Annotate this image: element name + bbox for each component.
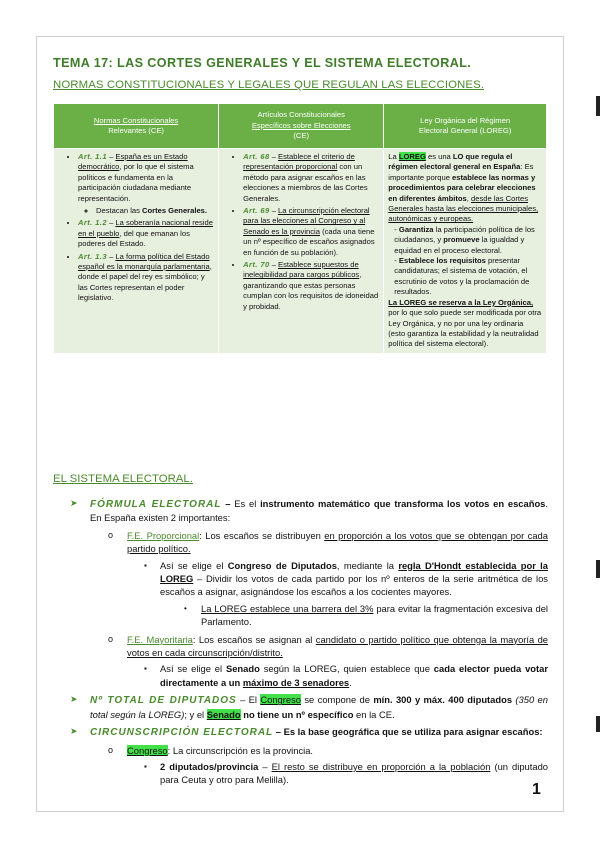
- table-header-loreg: Ley Orgánica del Régimen Electoral General (LOREG): [384, 104, 547, 149]
- list-item: o Congreso: La circunscripción es la provincia.: [108, 744, 314, 756]
- loreg-paragraph: La LOREG es una LO que regula el régimen electoral general en España: Es importante porque establece las normas y procedimientos para celebrar elecciones en diferentes ámbitos, desde las Cortes Generales hasta las elecciones municipales, autonómicas y europeas.: [388, 152, 539, 224]
- arrow-bullet-icon: ➤: [70, 694, 78, 705]
- circle-bullet-icon: o: [108, 744, 114, 755]
- circle-bullet-icon: o: [108, 529, 114, 540]
- table-header-articles: Artículos Constitucionales Específicos sobre Elecciones (CE): [219, 104, 384, 149]
- page-number: 1: [532, 781, 541, 798]
- list-item: o F.E. Mayoritaria: Los escaños se asignan al candidato o partido político que obtenga la mayoría de votos en cada circunscripción/distrito.: [108, 633, 549, 659]
- electoral-system-body: [70, 493, 548, 787]
- list-item: • Art. 1.2 – La soberanía nacional reside en el pueblo, del que emanan los poderes del Estado.: [78, 218, 214, 249]
- arrow-bullet-icon: ➤: [70, 726, 78, 737]
- table-cell-articles: [219, 149, 384, 354]
- section-title: EL SISTEMA ELECTORAL.: [53, 473, 193, 485]
- table-row: [54, 149, 547, 354]
- list-item: • La LOREG establece una barrera del 3% para evitar la fragmentación excesiva del Parlamento.: [184, 602, 548, 628]
- list-item: ▪ Así se elige el Congreso de Diputados, mediante la regla D'Hondt establecida por la LOREG – Dividir los votos de cada partido por los nº enteros de la serie aritmética de los escaños a asignar, asignándose los escaños a los cocientes mayores.: [144, 559, 548, 598]
- list-item: • Art. 1.1 – España es un Estado democrático, por lo que el sistema políticos e fundamenta en la participación ciudadana mediante representación. ◦ Destacan las Cortes Generales.: [78, 152, 214, 216]
- list-item: • Art. 69 – La circunscripción electoral para las elecciones al Congreso y al Senado es la provincia (cada una tiene un nº específico de escaños asignados en función de su población).: [243, 206, 379, 258]
- table-header-constitutional: Normas Constitucionales Relevantes (CE): [54, 104, 219, 149]
- page-title: TEMA 17: LAS CORTES GENERALES Y EL SISTEMA ELECTORAL.: [53, 56, 472, 70]
- list-item: • Art. 1.3 – La forma política del Estado español es la monarquía parlamentaria, donde el papel del rey es simbólico; y las Cortes representan el poder legislativo.: [78, 252, 214, 304]
- arrow-bullet-icon: ➤: [70, 498, 78, 508]
- list-item: ➤ Nº TOTAL DE DIPUTADOS – El Congreso se compone de mín. 300 y máx. 400 diputados (350 en total según la LOREG); y el Senado no tiene un nº específico en la CE.: [70, 694, 548, 720]
- edge-mark: [596, 96, 600, 116]
- loreg-paragraph: - Garantiza la participación política de los ciudadanos, y promueve la igualdad y equidad en el proceso electoral.: [394, 224, 535, 255]
- list-item: o F.E. Proporcional: Los escaños se distribuyen en proporción a los votos que se obtengan por cada partido político.: [108, 529, 548, 555]
- table-cell-loreg: [384, 149, 547, 354]
- square-bullet-icon: ▪: [144, 560, 147, 570]
- list-item: ▪ Así se elige el Senado según la LOREG, quien establece que cada elector pueda votar directamente a un máximo de 3 senadores.: [144, 663, 548, 688]
- list-item: ▪ 2 diputados/provincia – El resto se distribuye en proporción a la población (un diputado para Ceuta y otro para Melilla).: [144, 760, 549, 786]
- edge-mark: [596, 716, 600, 732]
- list-item: ➤ FÓRMULA ELECTORAL – Es el instrumento matemático que transforma los votos en escaños. En España existen 2 importantes:: [70, 498, 549, 524]
- list-item: • Art. 68 – Establece el criterio de representación proporcional con un método para asignar escaños en las elecciones a miembros de las Cortes Generales.: [243, 152, 379, 204]
- table-cell-constitutional: [54, 149, 219, 354]
- dot-bullet-icon: •: [184, 603, 187, 613]
- square-bullet-icon: ▪: [144, 761, 147, 771]
- list-item: ➤ CIRCUNSCRIPCIÓN ELECTORAL – Es la base geográfica que se utiliza para asignar escaños:: [70, 726, 543, 739]
- circle-bullet-icon: o: [108, 633, 114, 644]
- square-bullet-icon: ▪: [144, 664, 147, 674]
- table-header-row: [54, 104, 547, 149]
- loreg-paragraph: - Establece los requisitos presentar candidaturas; el sistema de votación, el escrutinio de votos y la proclamación de resultados.: [394, 256, 530, 297]
- list-item: ◦ Destacan las Cortes Generales.: [96, 206, 214, 216]
- edge-mark: [596, 560, 600, 578]
- loreg-paragraph: La LOREG se reserva a la Ley Orgánica, por lo que solo puede ser modificada por otra Ley Orgánica, y no por una ley ordinaria (esto garantiza la estabilidad y la neutralidad política del sistema electoral).: [388, 297, 542, 349]
- page-subtitle: NORMAS CONSTITUCIONALES Y LEGALES QUE REGULAN LAS ELECCIONES.: [53, 79, 485, 91]
- norms-table: [53, 103, 547, 354]
- list-item: • Art. 70 – Establece supuestos de inelegibilidad para cargos públicos, garantizando que estas personas cumplan con los requisitos de idoneidad y probidad.: [243, 260, 379, 312]
